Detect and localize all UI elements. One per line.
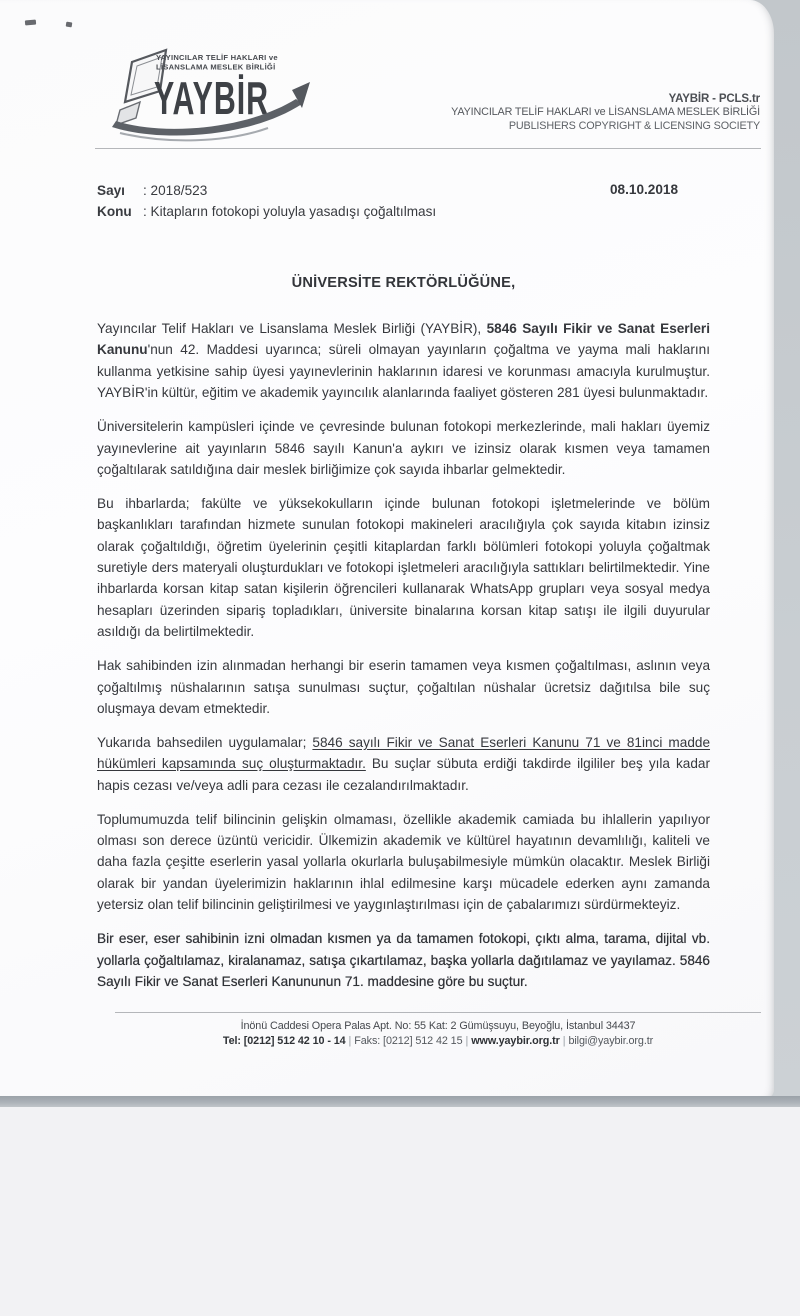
sayi-row — [97, 180, 436, 201]
staple-mark — [25, 20, 36, 26]
header-divider — [95, 148, 761, 149]
konu-row — [97, 201, 436, 222]
letter-date: 08.10.2018 — [610, 182, 679, 197]
salutation: ÜNİVERSİTE REKTÖRLÜĞÜNE, — [291, 275, 516, 291]
staple-mark — [66, 22, 73, 28]
letterhead-english-line: PUBLISHERS COPYRIGHT & LICENSING SOCIETY — [508, 119, 760, 132]
paragraph: Üniversitelerin kampüsleri içinde ve çevresinde bulunan fotokopi merkezlerinde, mali hakları üyemiz yayınevlerine ait yayınların 5846 sayılı Kanun'a aykırı ve izinsiz olarak kısmen veya tamamen çoğaltılarak satıldığına dair meslek birliğimize çok sayıda ihbarlar gelmektedir. — [97, 419, 710, 477]
footer-divider — [115, 1012, 761, 1013]
letterhead-name-line: YAYINCILAR TELİF HAKLARI ve LİSANSLAMA MESLEK BİRLİĞİ — [451, 106, 760, 118]
paragraph: Yukarıda bahsedilen uygulamalar; 5846 sayılı Fikir ve Sanat Eserleri Kanunu 71 ve 81inci madde hükümleri kapsamında suç oluşturmaktadır. Bu suçlar sübuta erdiği takdirde ilgililer beş yıla kadar hapis cezası ve/veya adli para cezası ile cezalandırılmaktadır. — [97, 734, 711, 793]
footer-contact-line: Tel: [0212] 512 42 10 - 14 | Faks: [0212] 512 42 15 | www.yaybir.org.tr | bilgi@yaybir.org.tr — [222, 1035, 654, 1047]
paragraph: Bu ihbarlarda; fakülte ve yüksekokulların içinde bulunan fotokopi işletmelerinde ve bölüm başkanlıkları tarafından hizmete sunulan fotokopi makineleri aracılığıyla çok sayıda kitabın izinsiz olarak çoğaltıldığı, öğretim üyelerinin çeşitli kitaplardan farklı bölümleri fotokopi yoluyla çoğaltmak suretiyle ders materyali oluşturdukları ve fotokopi işletmeleri aracılığıyla sattıkları belirtilmektedir. Yine ihbarlarda korsan kitap satan kişilerin öğrencileri kullanarak WhatsApp grupları veya sosyal medya hesapları üzerinden sipariş topladıkları, üniversite binalarına korsan kitap satışı ile ilgili duyurular asıldığı da belirtilmektedir. — [97, 495, 710, 640]
logo-tagline-2: LİSANSLAMA MESLEK BİRLİĞİ — [156, 62, 276, 72]
letterhead-right — [400, 93, 760, 133]
footer — [115, 1019, 761, 1049]
footer-address: İnönü Caddesi Opera Palas Apt. No: 55 Kat: 2 Gümüşsuyu, Beyoğlu, İstanbul 34437 — [240, 1020, 636, 1032]
paragraph: Hak sahibinden izin alınmadan herhangi bir eserin tamamen veya kısmen çoğaltılması, aslının veya çoğaltılmış nüshalarının satışa sunulması suçtur, çoğaltılan nüshalar ücretsiz dağıtılsa bile suç oluşmaya devam etmektedir. — [97, 658, 710, 716]
letter-meta — [97, 180, 436, 222]
sayi-label: Sayı — [97, 183, 125, 198]
letter-body — [97, 318, 710, 1005]
sayi-value: : 2018/523 — [143, 183, 208, 198]
konu-label: Konu — [97, 204, 132, 219]
logo-wordmark: YAYBİR — [154, 73, 270, 125]
paragraph: Yayıncılar Telif Hakları ve Lisanslama Meslek Birliği (YAYBİR), 5846 Sayılı Fikir ve Sanat Eserleri Kanunu'nun 42. Maddesi uyarınca; süreli olmayan yayınların çoğaltma ve yayma mali haklarını kullanma yetkisine sahip üyesi yayınevlerinin haklarının idaresi ve korunması amacıyla kurulmuştur. YAYBİR'in kültür, eğitim ve akademik yayıncılık alanlarında faaliyet gösteren 281 üyesi bulunmaktadır. — [97, 321, 711, 401]
paragraph: Toplumumuzda telif bilincinin gelişkin olmaması, özellikle akademik camiada bu ihlallerin yapılıyor olması son derece üzüntü vericidir. Ülkemizin akademik ve kültürel hayatının devamlılığı, kaliteli ve daha fazla çeşitte eserlerin yasal yollarla okurlarla buluşabilmesiyle mümkün olacaktır. Meslek Birliği olarak bir yandan üyelerimizin haklarının ihlal edilmesine karşı mücadele ederken aynı zamanda yetersiz olan telif bilincinin geliştirilmesi ve yaygınlaştırılması için de çabalarımızı sürdürmekteyiz. — [97, 811, 710, 913]
letterhead-brand-line: YAYBİR - PCLS.tr — [668, 93, 760, 105]
yaybir-logo — [106, 44, 338, 148]
paragraph: Bir eser, eser sahibinin izni olmadan kısmen ya da tamamen fotokopi, çıktı alma, tarama, dijital vb. yollarla çoğaltılamaz, kiralanamaz, satışa çıkartılamaz, başka yollarla dağıtılamaz ve yayılamaz. 5846 Sayılı Fikir ve Sanat Eserleri Kanununun 71. maddesine göre bu suçtur. — [97, 931, 710, 989]
logo-tagline-1: YAYINCILAR TELİF HAKLARI ve — [156, 53, 278, 62]
scan-edge-band — [0, 1096, 800, 1107]
konu-value: : Kitapların fotokopi yoluyla yasadışı çoğaltılması — [143, 204, 437, 219]
